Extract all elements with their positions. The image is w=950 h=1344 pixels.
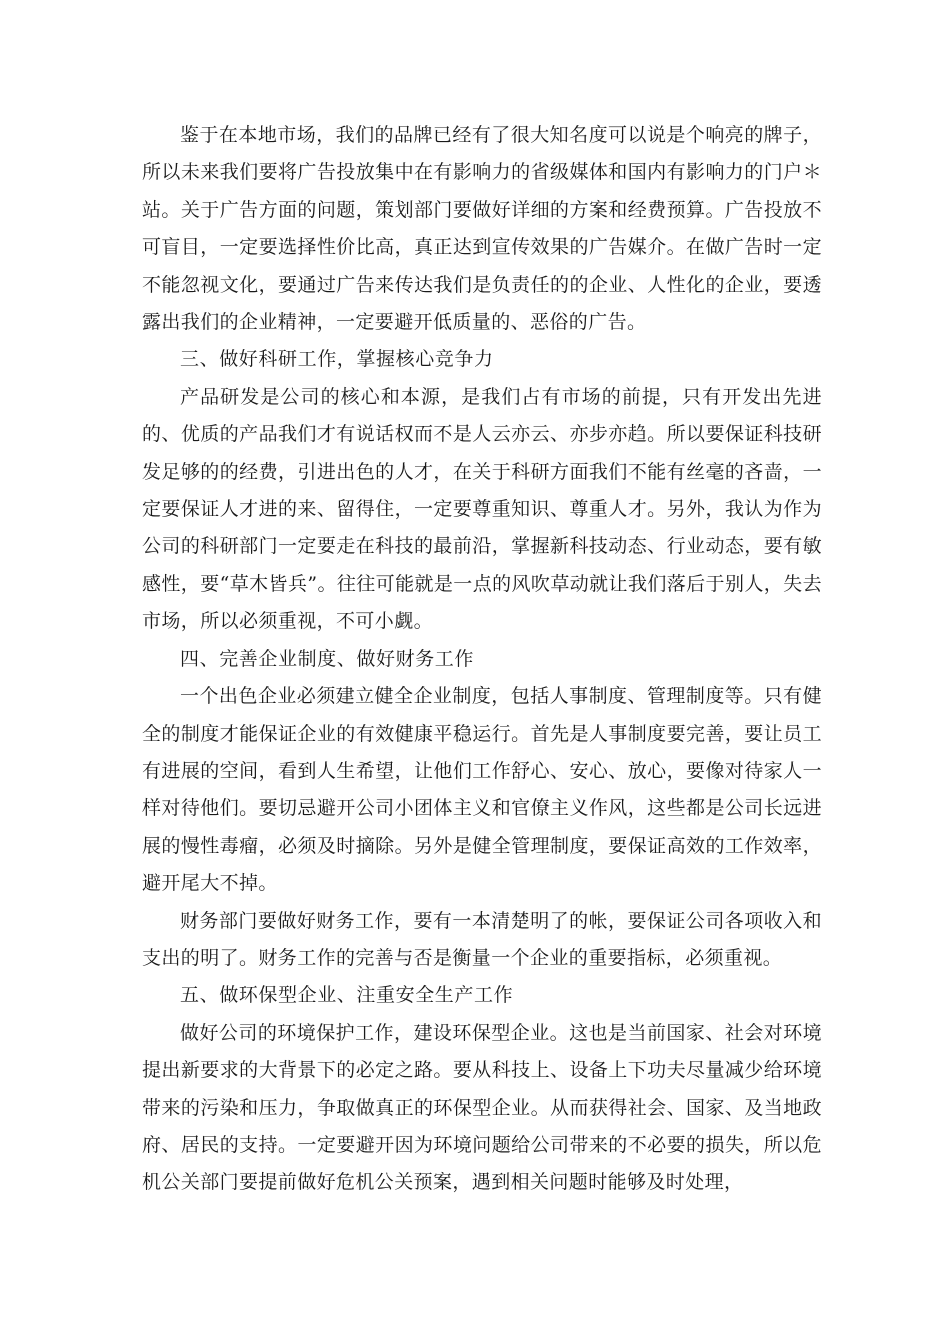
section-heading-systems-finance: 四、完善企业制度、做好财务工作 — [180, 647, 475, 670]
section-heading-research: 三、做好科研工作，掌握核心竞争力 — [180, 348, 494, 371]
paragraph-research: 产品研发是公司的核心和本源，是我们占有市场的前提，只有开发出先进的、优质的产品我们才有说话权而不是人云亦云、亦步亦趋。所以要保证科技研发足够的的经费，引进出色的人才，在关于科研方面我们不能有丝毫的吝啬，一定要保证人才进的来、留得住，一定要尊重知识、尊重人才。另外，我认为作为公司的科研部门一定要走在科技的最前沿，掌握新科技动态、行业动态，要有敏感性，要“草木皆兵”。往往可能就是一点的风吹草动就让我们落后于别人，失去市场，所以必须重视，不可小觑。 — [142, 385, 822, 633]
paragraph-finance: 财务部门要做好财务工作，要有一本清楚明了的帐，要保证公司各项收入和支出的明了。财务工作的完善与否是衡量一个企业的重要指标，必须重视。 — [142, 909, 822, 969]
paragraph-environment: 做好公司的环境保护工作，建设环保型企业。这也是当前国家、社会对环境提出新要求的大背景下的必定之路。要从科技上、设备上下功夫尽量减少给环境带来的污染和压力，争取做真正的环保型企业。从而获得社会、国家、及当地政府、居民的支持。一定要避开因为环境问题给公司带来的不必要的损失，所以危机公关部门要提前做好危机公关预案，遇到相关问题时能够及时处理， — [142, 1021, 822, 1194]
paragraph-enterprise-systems: 一个出色企业必须建立健全企业制度，包括人事制度、管理制度等。只有健全的制度才能保证企业的有效健康平稳运行。首先是人事制度要完善，要让员工有进展的空间，看到人生希望，让他们工作舒心、安心、放心，要像对待家人一样对待他们。要切忌避开公司小团体主义和官僚主义作风，这些都是公司长远进展的慢性毒瘤，必须及时摘除。另外是健全管理制度，要保证高效的工作效率，避开尾大不掉。 — [142, 685, 822, 895]
section-heading-environment-safety: 五、做环保型企业、注重安全生产工作 — [180, 984, 514, 1007]
paragraph-brand-advertising: 鉴于在本地市场，我们的品牌已经有了很大知名度可以说是个响亮的牌子，所以未来我们要将广告投放集中在有影响力的省级媒体和国内有影响力的门户＊站。关于广告方面的问题，策划部门要做好详细的方案和经费预算。广告投放不可盲目，一定要选择性价比高，真正达到宣传效果的广告媒介。在做广告时一定不能忽视文化，要通过广告来传达我们是负责任的的企业、人性化的企业，要透露出我们的企业精神，一定要避开低质量的、恶俗的广告。 — [142, 124, 822, 334]
document-page — [142, 117, 822, 1202]
